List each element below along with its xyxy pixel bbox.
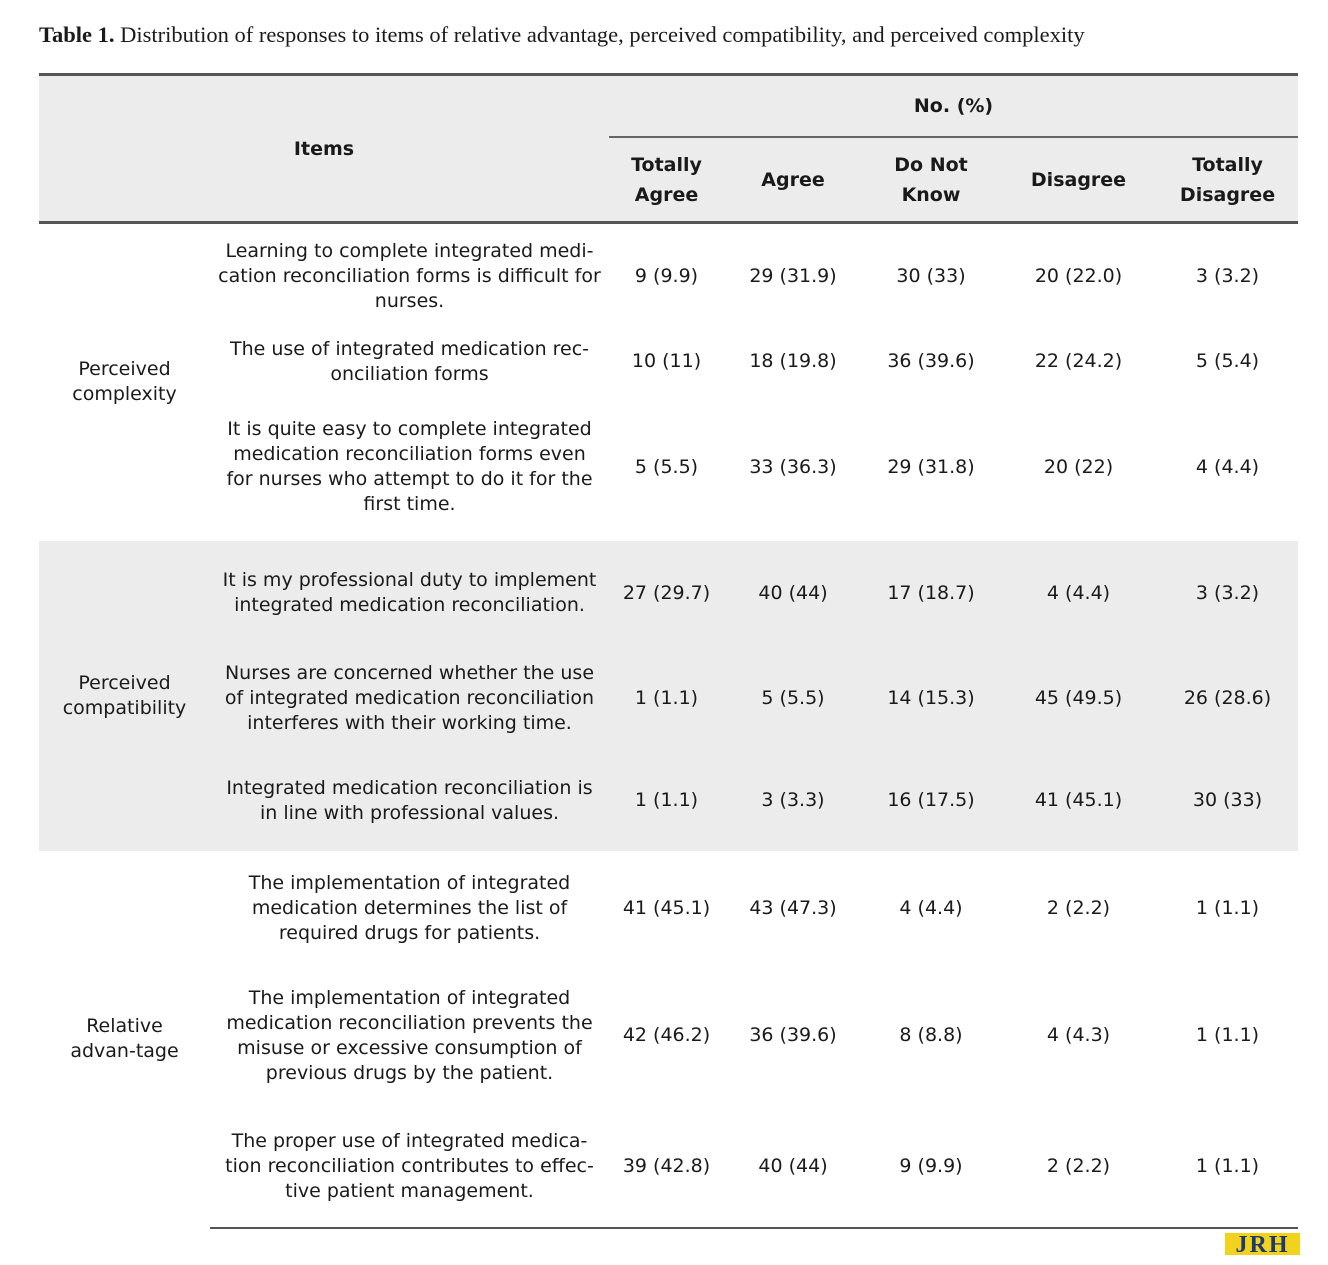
cell-totally-agree: 1 (1.1) xyxy=(609,646,724,751)
cell-do-not-know: 29 (31.8) xyxy=(887,455,975,478)
group-label: Relative advan-tage xyxy=(70,1015,179,1062)
group-perceived-complexity xyxy=(39,223,1298,541)
responses-table xyxy=(39,73,1298,1229)
cell-do-not-know: 14 (15.3) xyxy=(862,646,1000,751)
header-items: Items xyxy=(39,75,609,223)
cell-agree: 33 (36.3) xyxy=(749,455,837,478)
table-row xyxy=(39,394,1298,541)
cell-agree: 43 (47.3) xyxy=(749,896,837,919)
cell-do-not-know: 4 (4.4) xyxy=(899,896,963,919)
cell-totally-agree: 41 (45.1) xyxy=(622,896,711,919)
cell-do-not-know: 8 (8.8) xyxy=(899,1024,963,1046)
cell-totally-agree: 1 (1.1) xyxy=(609,751,724,851)
cell-do-not-know: 17 (18.7) xyxy=(862,541,1000,646)
table-caption-text: Distribution of responses to items of relative advantage, perceived compatibility, and perceived complexity xyxy=(120,22,1085,47)
cell-disagree: 45 (49.5) xyxy=(1000,646,1157,751)
item-text: It is my professional duty to implement integrated medication reconciliation. xyxy=(210,541,609,646)
group-perceived-compatibility xyxy=(39,541,1298,851)
cell-do-not-know: 16 (17.5) xyxy=(862,751,1000,851)
header-totally-disagree: Totally Disagree xyxy=(1157,137,1298,223)
cell-totally-disagree: 3 (3.2) xyxy=(1195,265,1260,288)
header-do-not-know: Do Not Know xyxy=(862,137,1000,223)
table-row xyxy=(39,646,1298,751)
item-text: Learning to complete integrated medi-cation reconciliation forms is difficult for nurses. xyxy=(218,240,601,313)
cell-totally-agree: 9 (9.9) xyxy=(634,265,699,288)
cell-totally-disagree: 1 (1.1) xyxy=(1157,1106,1298,1228)
cell-totally-disagree: 1 (1.1) xyxy=(1195,1024,1260,1046)
cell-do-not-know: 36 (39.6) xyxy=(887,350,975,372)
cell-totally-agree: 42 (46.2) xyxy=(622,1024,711,1046)
table-row xyxy=(39,541,1298,646)
group-label: Perceived complexity xyxy=(72,358,177,406)
table-row xyxy=(39,966,1298,1106)
cell-totally-agree: 27 (29.7) xyxy=(609,541,724,646)
header-disagree: Disagree xyxy=(1000,137,1157,223)
cell-totally-disagree: 3 (3.2) xyxy=(1157,541,1298,646)
cell-disagree: 4 (4.4) xyxy=(1000,541,1157,646)
cell-agree: 18 (19.8) xyxy=(749,350,837,372)
cell-agree: 36 (39.6) xyxy=(749,1024,837,1046)
table-row xyxy=(39,223,1298,330)
table-caption xyxy=(39,22,1299,48)
cell-totally-agree: 39 (42.8) xyxy=(609,1106,724,1228)
cell-disagree: 2 (2.2) xyxy=(1046,896,1111,919)
cell-disagree: 20 (22.0) xyxy=(1034,265,1123,288)
cell-disagree: 2 (2.2) xyxy=(1000,1106,1157,1228)
cell-disagree: 41 (45.1) xyxy=(1000,751,1157,851)
group-relative-advantage xyxy=(39,851,1298,1228)
item-text: The proper use of integrated medica-tion reconciliation contributes to effec-tive patient management. xyxy=(210,1106,609,1228)
item-text: The implementation of integrated medication reconciliation prevents the misuse or excessive consumption of previous drugs by the patient. xyxy=(226,986,593,1084)
cell-agree: 40 (44) xyxy=(724,1106,862,1228)
item-text: The use of integrated medication rec-onciliation forms xyxy=(229,337,590,385)
cell-totally-agree: 10 (11) xyxy=(631,350,702,372)
cell-agree: 40 (44) xyxy=(724,541,862,646)
item-text: Nurses are concerned whether the use of integrated medication reconciliation interferes with their working time. xyxy=(210,646,609,751)
logo-text: JRH xyxy=(1235,1233,1290,1255)
table-row xyxy=(39,1106,1298,1228)
cell-totally-disagree: 5 (5.4) xyxy=(1195,350,1260,372)
header-totally-agree: Totally Agree xyxy=(609,137,724,223)
cell-agree: 5 (5.5) xyxy=(724,646,862,751)
cell-totally-disagree: 26 (28.6) xyxy=(1157,646,1298,751)
cell-agree: 3 (3.3) xyxy=(724,751,862,851)
cell-agree: 29 (31.9) xyxy=(749,265,837,288)
cell-disagree: 20 (22) xyxy=(1043,455,1114,478)
cell-do-not-know: 30 (33) xyxy=(896,265,966,288)
item-text: Integrated medication reconciliation is in line with professional values. xyxy=(210,751,609,851)
item-text: The implementation of integrated medication determines the list of required drugs for patients. xyxy=(248,871,571,944)
item-text: It is quite easy to complete integrated medication reconciliation forms even for nurses who attempt to do it for the first time. xyxy=(226,418,593,515)
cell-totally-agree: 5 (5.5) xyxy=(634,455,699,478)
table-row xyxy=(39,751,1298,851)
cell-disagree: 22 (24.2) xyxy=(1034,350,1123,372)
jrh-logo xyxy=(1225,1233,1300,1255)
cell-do-not-know: 9 (9.9) xyxy=(862,1106,1000,1228)
table-row xyxy=(39,851,1298,966)
cell-totally-disagree: 4 (4.4) xyxy=(1195,455,1260,478)
table-row xyxy=(39,330,1298,394)
group-label: Perceived compatibility xyxy=(39,541,210,851)
header-no-percent: No. (%) xyxy=(609,75,1298,138)
cell-totally-disagree: 30 (33) xyxy=(1157,751,1298,851)
table-caption-label: Table 1. xyxy=(39,22,115,47)
header-agree: Agree xyxy=(724,137,862,223)
cell-disagree: 4 (4.3) xyxy=(1046,1024,1111,1046)
cell-totally-disagree: 1 (1.1) xyxy=(1195,896,1260,919)
